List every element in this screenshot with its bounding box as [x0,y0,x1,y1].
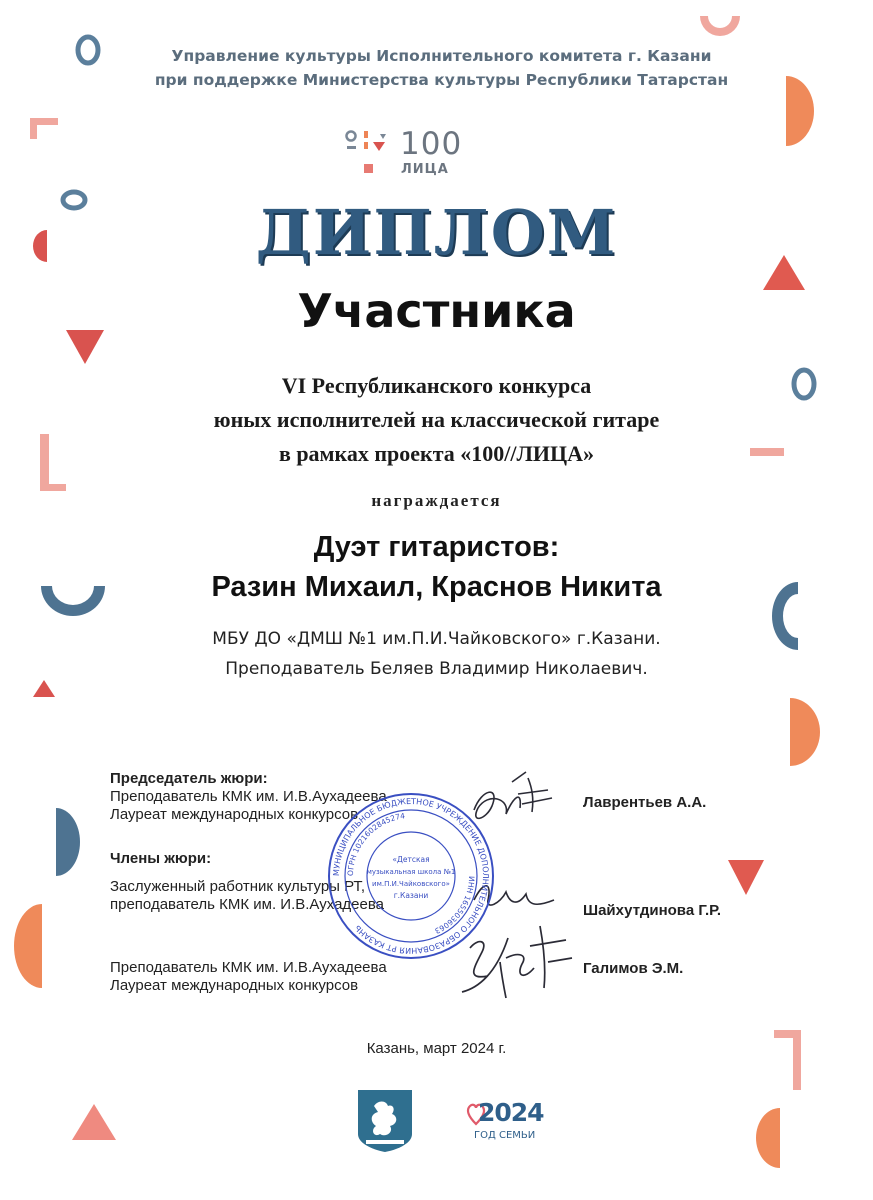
pink-bar-shape [40,484,66,491]
school-line: МБУ ДО «ДМШ №1 им.П.И.Чайковского» г.Казани. [212,629,661,649]
seal-outer-text: МУНИЦИПАЛЬНОЕ БЮДЖЕТНОЕ УЧРЕЖДЕНИЕ ДОПОЛНИТЕЛЬНОГО ОБРАЗОВАНИЯ РТ КАЗАНЬ [331,796,491,956]
orange-half-circle-shape [790,698,820,766]
jury-member-block [110,959,387,995]
blue-half-circle-shape [56,808,80,876]
place-date: Казань, март 2024 г. [366,1040,507,1057]
kazan-coat-of-arms-icon [356,1088,414,1154]
school-seal [325,790,497,962]
pink-bar-shape [774,1030,801,1090]
seal-center-line: им.П.И.Чайковского» [372,880,450,888]
jury-chair-name: Лаврентьев А.А. [583,794,707,811]
pink-triangle-shape [72,1104,116,1140]
logo-mark-icon [344,126,400,182]
awarded-label: награждается [371,491,502,510]
pink-arc-shape [700,16,740,36]
red-triangle-shape [728,860,764,895]
recipient-block [0,527,873,607]
seal-center-line: музыкальная школа №1 [366,868,456,876]
jury-members-heading: Члены жюри: [110,850,212,867]
issuer-line: при поддержке Министерства культуры Республики Татарстан [154,71,729,89]
jury-member-position: Лауреат международных конкурсов [110,977,359,994]
family-year-logo [466,1094,544,1150]
year-caption: ГОД СЕМЬИ [474,1130,536,1141]
contest-line: в рамках проекта «100//ЛИЦА» [278,441,595,466]
orange-half-circle-shape [14,904,42,988]
school-block [0,624,873,684]
jury-member-position: преподаватель КМК им. И.В.Аухадеева [110,896,385,913]
diploma-title: ДИПЛОМ [255,196,618,269]
orange-half-circle-shape [756,1108,780,1168]
jury-members-heading-block [110,850,211,868]
contest-description [0,369,873,471]
recipient-line: Разин Михаил, Краснов Никита [211,571,662,603]
jury-member-name: Галимов Э.М. [583,960,684,977]
recipient-line: Дуэт гитаристов: [313,531,560,563]
issuer-line: Управление культуры Исполнительного комитета г. Казани [171,47,712,65]
jury-member-position: Заслуженный работник культуры РТ, [110,878,366,895]
logo-word: ЛИЦА [401,162,449,177]
seal-ogrn: ОГРН 1021602845274 [345,811,406,877]
seal-inn: ИНН 1655036063 [433,875,477,936]
seal-center-line: «Детская [392,855,430,864]
contest-line: юных исполнителей на классической гитаре [213,407,660,432]
project-logo [344,126,474,182]
pink-corner-shape [30,118,58,139]
issuer-header [0,44,873,92]
jury-member-position: Преподаватель КМК им. И.В.Аухадеева [110,959,387,976]
diploma-subtitle: Участника [297,284,576,338]
teacher-line: Преподаватель Беляев Владимир Николаевич. [225,659,648,679]
jury-chair-position: Преподаватель КМК им. И.В.Аухадеева [110,788,387,805]
year-number: 2024 [478,1098,544,1127]
logo-number: 100 [400,126,463,162]
jury-chair-heading: Председатель жюри: [110,770,268,787]
jury-member-name: Шайхутдинова Г.Р. [583,902,722,919]
contest-line: VI Республиканского конкурса [281,373,592,398]
jury-chair-position: Лауреат международных конкурсов [110,806,359,823]
seal-center-line: г.Казани [393,891,429,900]
